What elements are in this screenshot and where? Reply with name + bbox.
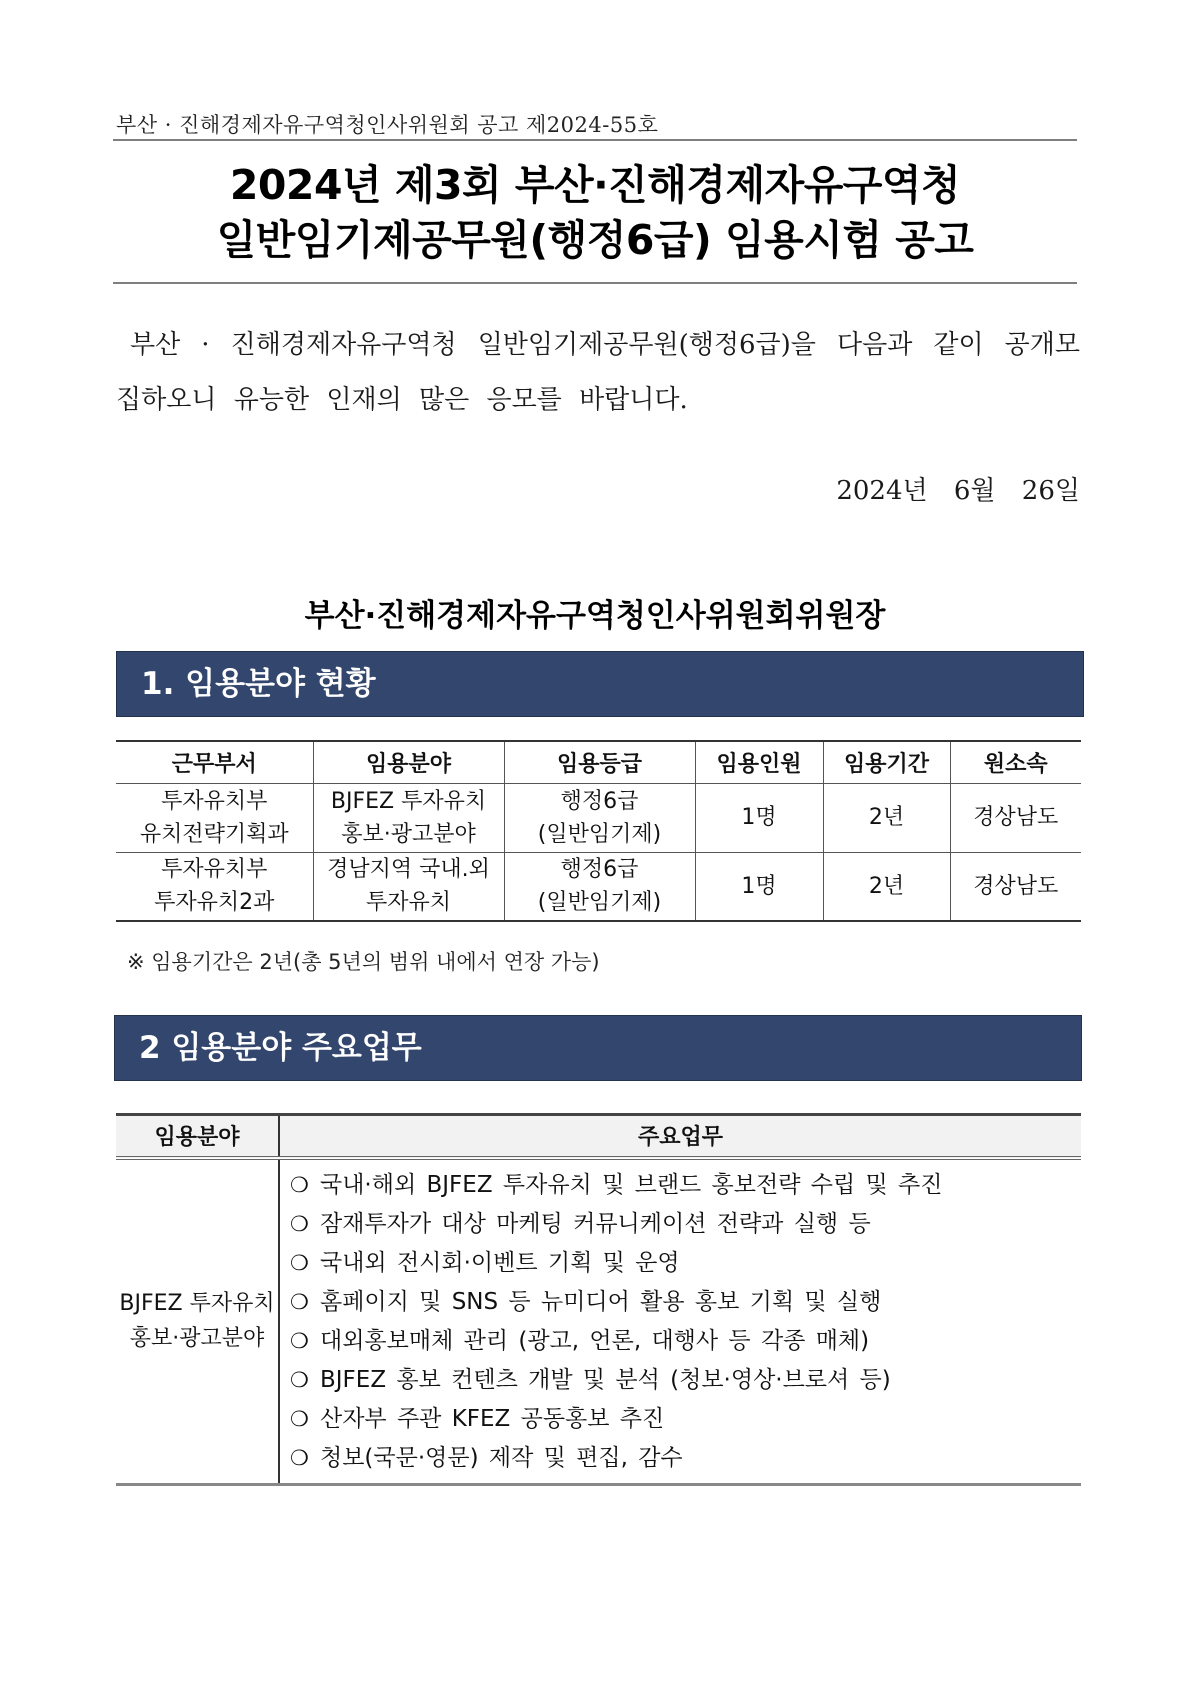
- period-cell: 2년: [823, 852, 950, 921]
- table-header-row: [116, 741, 1081, 783]
- count-cell: 1명: [695, 783, 823, 852]
- circle-bullet-icon: ❍: [290, 1172, 309, 1197]
- signer: 부산·진해경제자유구역청인사위원회위원장: [304, 598, 886, 634]
- origin-cell: 경상남도: [950, 852, 1081, 921]
- duty-item: [290, 1205, 1081, 1244]
- dept-line: 투자유치부: [161, 857, 268, 883]
- duty-text: 홈페이지 및 SNS 등 뉴미디어 활용 홍보 기획 및 실행: [320, 1288, 882, 1315]
- field-line: 홍보·광고분야: [341, 821, 476, 847]
- table-row: [116, 1158, 1081, 1485]
- duty-item: [290, 1400, 1081, 1439]
- circle-bullet-icon: ❍: [290, 1250, 309, 1275]
- duty-text: 청보(국문·영문) 제작 및 편집, 감수: [320, 1444, 683, 1471]
- circle-bullet-icon: ❍: [290, 1328, 309, 1353]
- circle-bullet-icon: ❍: [290, 1445, 309, 1470]
- title-bottom-rule: [113, 282, 1077, 284]
- col-header-field: 임용분야: [116, 1115, 279, 1158]
- dept-line: 투자유치부: [161, 788, 268, 814]
- duty-text: 국내외 전시회·이벤트 기획 및 운영: [320, 1249, 680, 1276]
- duty-text: 대외홍보매체 관리 (광고, 언론, 대행사 등 각종 매체): [320, 1327, 870, 1354]
- table-row: [116, 783, 1081, 852]
- col-header-period: 임용기간: [823, 741, 950, 783]
- section-2-heading: 2 임용분야 주요업무: [114, 1015, 1082, 1081]
- col-header-count: 임용인원: [695, 741, 823, 783]
- section-1-heading: 1. 임용분야 현황: [116, 651, 1084, 717]
- field-cell: [116, 1158, 279, 1485]
- page-title: [113, 158, 1077, 268]
- duty-item: [290, 1283, 1081, 1322]
- duty-text: 잠재투자가 대상 마케팅 커뮤니케이션 전략과 실행 등: [320, 1210, 871, 1237]
- field-line: 경남지역 국내.외: [327, 857, 490, 883]
- field-line: 홍보·광고분야: [129, 1326, 265, 1351]
- duty-item: [290, 1166, 1081, 1205]
- table-header-row: [116, 1115, 1081, 1158]
- recruitment-table: [116, 740, 1081, 922]
- col-header-field: 임용분야: [313, 741, 504, 783]
- col-header-origin: 원소속: [950, 741, 1081, 783]
- field-line: 투자유치: [365, 890, 451, 916]
- circle-bullet-icon: ❍: [290, 1211, 309, 1236]
- grade-line: (일반임기제): [537, 821, 662, 847]
- duty-item: [290, 1361, 1081, 1400]
- col-header-duties: 주요업무: [279, 1115, 1081, 1158]
- duties-table: [116, 1113, 1081, 1486]
- duties-cell: [279, 1158, 1081, 1485]
- notice-number: 부산 · 진해경제자유구역청인사위원회 공고 제2024-55호: [116, 113, 659, 137]
- table-row: [116, 852, 1081, 921]
- field-line: BJFEZ 투자유치: [119, 1291, 275, 1316]
- title-line-2: 일반임기제공무원(행정6급) 임용시험 공고: [216, 216, 974, 264]
- grade-line: 행정6급: [560, 857, 639, 883]
- dept-cell: [116, 852, 313, 921]
- field-line: BJFEZ 투자유치: [330, 788, 487, 814]
- title-line-1: 2024년 제3회 부산·진해경제자유구역청: [229, 161, 961, 209]
- circle-bullet-icon: ❍: [290, 1406, 309, 1431]
- title-top-rule: [113, 139, 1077, 141]
- dept-line: 투자유치2과: [154, 890, 275, 916]
- col-header-grade: 임용등급: [504, 741, 695, 783]
- grade-cell: [504, 852, 695, 921]
- dept-cell: [116, 783, 313, 852]
- duty-item: [290, 1439, 1081, 1478]
- duty-text: BJFEZ 홍보 컨텐츠 개발 및 분석 (청보·영상·브로셔 등): [320, 1366, 891, 1393]
- field-cell: [313, 783, 504, 852]
- grade-cell: [504, 783, 695, 852]
- col-header-dept: 근무부서: [116, 741, 313, 783]
- duty-item: [290, 1322, 1081, 1361]
- origin-cell: 경상남도: [950, 783, 1081, 852]
- period-footnote: ※ 임용기간은 2년(총 5년의 범위 내에서 연장 가능): [127, 950, 600, 974]
- duty-item: [290, 1244, 1081, 1283]
- period-cell: 2년: [823, 783, 950, 852]
- field-cell: [313, 852, 504, 921]
- circle-bullet-icon: ❍: [290, 1367, 309, 1392]
- grade-line: 행정6급: [560, 788, 639, 814]
- count-cell: 1명: [695, 852, 823, 921]
- notice-date: 2024년 6월 26일: [836, 476, 1080, 506]
- intro-paragraph: 부산 · 진해경제자유구역청 일반임기제공무원(행정6급)을 다음과 같이 공개모집하오니 유능한 인재의 많은 응모를 바랍니다.: [116, 330, 1080, 415]
- dept-line: 유치전략기획과: [139, 821, 289, 847]
- grade-line: (일반임기제): [537, 890, 662, 916]
- circle-bullet-icon: ❍: [290, 1289, 309, 1314]
- duty-text: 국내·해외 BJFEZ 투자유치 및 브랜드 홍보전략 수립 및 추진: [320, 1171, 943, 1198]
- duty-text: 산자부 주관 KFEZ 공동홍보 추진: [320, 1405, 665, 1432]
